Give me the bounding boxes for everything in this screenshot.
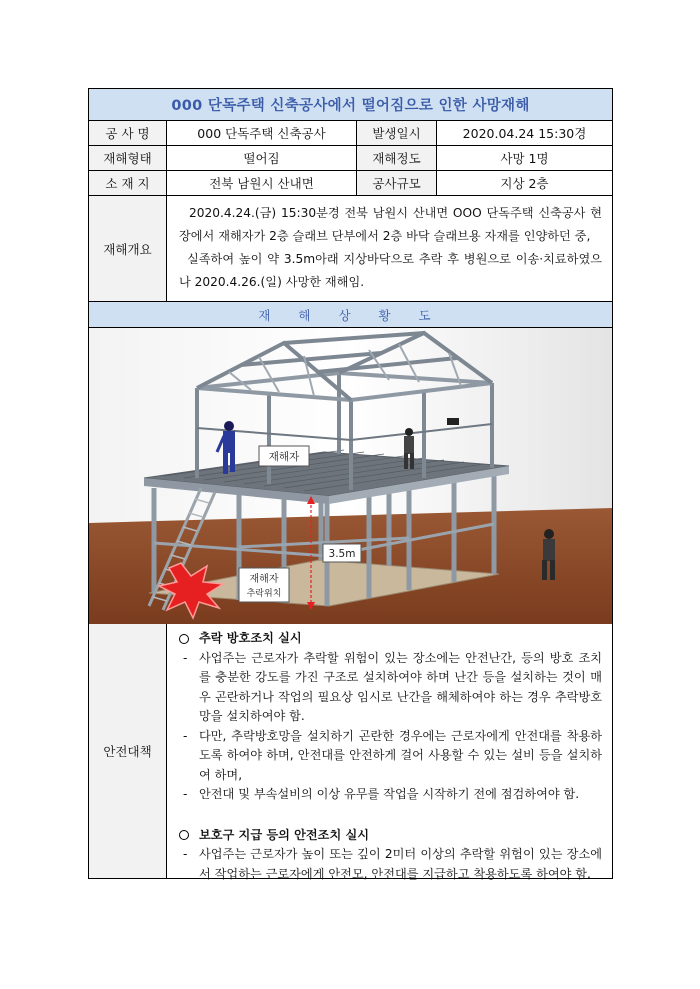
severity-value: 사망 1명 bbox=[500, 151, 549, 166]
severity-label: 재해정도 bbox=[357, 146, 437, 170]
situation-header-text: 재 해 상 황 도 bbox=[258, 307, 443, 323]
scale-label: 공사규모 bbox=[357, 171, 437, 195]
section1-item-1: 사업주는 근로자가 추락할 위험이 있는 장소에는 안전난간, 등의 방호 조치를 충분한 강도를 가진 구조로 설치하여야 하며 난간 등을 설치하는 것이 매우 곤란하거나 작업의 필요상 임시로 난간을 해체하여야 하는 경우 추락방호망을 설치하여야 함. bbox=[199, 650, 602, 723]
info-row-1 bbox=[89, 121, 612, 146]
list-item bbox=[181, 785, 602, 805]
dash-marker: - bbox=[183, 728, 188, 743]
date-value: 2020.04.24 15:30경 bbox=[462, 126, 587, 141]
location-value: 전북 남원시 산내면 bbox=[167, 171, 357, 195]
section1-heading bbox=[177, 629, 602, 649]
safety-row bbox=[89, 624, 612, 881]
list-item bbox=[181, 845, 602, 884]
title-row bbox=[89, 89, 612, 121]
dash-marker: - bbox=[183, 787, 188, 801]
project-label: 공 사 명 bbox=[89, 121, 167, 145]
dash-marker: - bbox=[183, 847, 188, 861]
project-value: 000 단독주택 신축공사 bbox=[167, 121, 357, 145]
report-title: 000 단독주택 신축공사에서 떨어짐으로 인한 사망재해 bbox=[171, 98, 530, 114]
height-label: 3.5m bbox=[328, 548, 356, 560]
section-spacer bbox=[177, 805, 602, 825]
safety-content bbox=[167, 624, 612, 881]
circle-bullet-icon bbox=[179, 830, 189, 840]
section1-item-3: 안전대 및 부속설비의 이상 유무를 작업을 시작하기 전에 점검하여야 함. bbox=[199, 787, 580, 801]
info-row-3 bbox=[89, 171, 612, 196]
victim-label: 재해자 bbox=[268, 451, 300, 463]
fall-label-line1: 재해자 bbox=[249, 574, 279, 585]
overview-paragraph-1: 2020.4.24.(금) 15:30분경 전북 남원시 산내면 OOO 단독주택 신축공사 현장에서 재해자가 2층 슬래브 단부에서 2층 바닥 슬래브용 자재를 인양하던 중, bbox=[179, 206, 602, 243]
situation-header bbox=[89, 302, 612, 328]
type-value: 떨어짐 bbox=[167, 146, 357, 170]
location-label: 소 재 지 bbox=[89, 171, 167, 195]
info-row-2 bbox=[89, 146, 612, 171]
list-item bbox=[181, 727, 602, 786]
section1-title: 추락 방호조치 실시 bbox=[199, 631, 302, 645]
hoist-device bbox=[447, 418, 459, 425]
safety-label: 안전대책 bbox=[89, 624, 167, 878]
type-label: 재해형태 bbox=[89, 146, 167, 170]
fall-label-line2: 추락위치 bbox=[246, 589, 282, 599]
section2-title: 보호구 지급 등의 안전조치 실시 bbox=[199, 827, 370, 842]
accident-scene bbox=[89, 328, 612, 624]
overview-label: 재해개요 bbox=[89, 196, 167, 301]
scene-illustration bbox=[89, 328, 612, 624]
dash-marker: - bbox=[183, 650, 188, 665]
date-label: 발생일시 bbox=[357, 121, 437, 145]
list-item bbox=[181, 649, 602, 727]
scale-value: 지상 2층 bbox=[500, 176, 549, 191]
overview-text bbox=[167, 196, 612, 301]
overview-row bbox=[89, 196, 612, 302]
section1-item-2: 다만, 추락방호망을 설치하기 곤란한 경우에는 근로자에게 안전대를 착용하도록 하여야 하며, 안전대를 안전하게 걸어 사용할 수 있는 설비 등을 설치하여 하며, bbox=[199, 728, 602, 782]
section2-heading bbox=[177, 826, 602, 846]
overview-paragraph-2: 실족하여 높이 약 3.5m아래 지상바닥으로 추락 후 병원으로 이송·치료하였으나 2020.4.26.(일) 사망한 재해임. bbox=[179, 252, 602, 289]
section2-item-1: 사업주는 근로자가 높이 또는 깊이 2미터 이상의 추락할 위험이 있는 장소에서 작업하는 근로자에게 안전모, 안전대를 지급하고 착용하도록 하여야 함. bbox=[199, 847, 602, 881]
accident-report-sheet bbox=[88, 88, 613, 879]
circle-bullet-icon bbox=[179, 634, 189, 644]
